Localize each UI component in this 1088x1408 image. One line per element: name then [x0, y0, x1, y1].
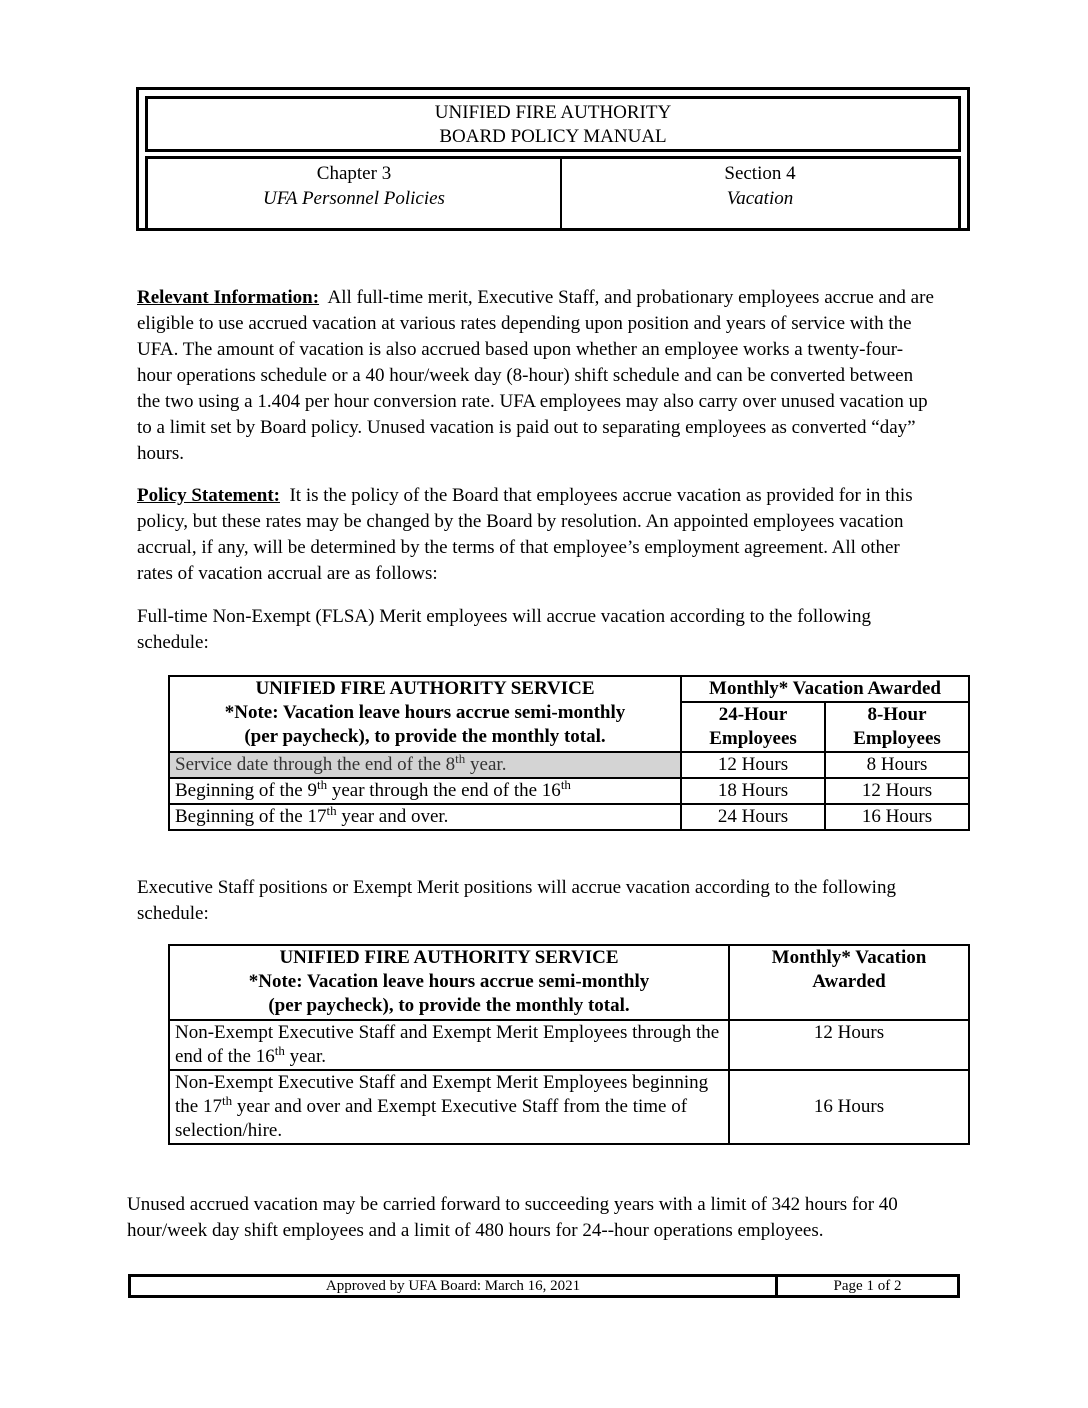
service-header-title: UNIFIED FIRE AUTHORITY SERVICE: [255, 678, 595, 699]
approval-date: Approved by UFA Board: March 16, 2021: [131, 1277, 778, 1295]
table1-intro: Full-time Non-Exempt (FLSA) Merit employees will accrue vacation according to the following schedule:: [137, 606, 871, 653]
exempt-vacation-table: [168, 944, 970, 1145]
org-name: UNIFIED FIRE AUTHORITY: [434, 102, 672, 123]
service-cell: Service date through the end of the 8th year.: [169, 752, 681, 778]
hours-24-cell: 24 Hours: [681, 804, 825, 830]
section-cell: [562, 159, 958, 228]
chapter-section-box: [145, 156, 961, 228]
chapter-title: UFA Personnel Policies: [263, 188, 445, 209]
policy-statement-paragraph: [137, 483, 937, 587]
service-header-note-line2: (per paycheck), to provide the monthly total.: [244, 726, 606, 747]
manual-title-box: [145, 96, 961, 152]
col-8-hour-header: 8-Hour Employees: [825, 702, 969, 752]
service-header-title: UNIFIED FIRE AUTHORITY SERVICE: [279, 947, 619, 968]
monthly-awarded-header-text: Monthly* Vacation Awarded: [771, 947, 927, 992]
table-row: [169, 1020, 969, 1070]
monthly-awarded-header: Monthly* Vacation Awarded: [681, 676, 969, 702]
section-title: Vacation: [726, 188, 794, 209]
page-footer: [128, 1274, 960, 1298]
non-exempt-vacation-table: [168, 675, 970, 831]
table-row: [169, 778, 969, 804]
chapter-cell: [148, 159, 562, 228]
manual-name: BOARD POLICY MANUAL: [439, 126, 667, 147]
section-number: Section 4: [724, 163, 796, 184]
service-cell: Non-Exempt Executive Staff and Exempt Merit Employees beginning the 17th year and over and Exempt Executive Staff from the time of selection/hire.: [169, 1070, 729, 1144]
hours-cell: 16 Hours: [729, 1070, 969, 1144]
service-cell: Beginning of the 9th year through the end of the 16th: [169, 778, 681, 804]
table-row: [169, 752, 969, 778]
col-24-hour-header: 24-Hour Employees: [681, 702, 825, 752]
table-row: [169, 1070, 969, 1144]
hours-8-cell: 8 Hours: [825, 752, 969, 778]
relevant-information-text: All full-time merit, Executive Staff, and probationary employees accrue and are eligible to use accrued vacation at various rates depending upon position and years of service with the UFA. The amount of vacation is also accrued based upon whether an employee works a twenty-four-hour operations schedule or a 40 hour/week day (8-hour) shift schedule and can be converted between the two using a 1.404 per hour conversion rate. UFA employees may also carry over unused vacation up to a limit set by Board policy. Unused vacation is paid out to separating employees as converted “day” hours.: [137, 287, 934, 464]
policy-statement-text: It is the policy of the Board that employees accrue vacation as provided for in this policy, but these rates may be changed by the Board by resolution. An appointed employees vacation accrual, if any, will be determined by the terms of that employee’s employment agreement. All other rates of vacation accrual are as follows:: [137, 485, 913, 584]
hours-8-cell: 16 Hours: [825, 804, 969, 830]
service-header: [169, 676, 681, 752]
policy-statement-label: Policy Statement:: [137, 485, 280, 506]
hours-8-cell: 12 Hours: [825, 778, 969, 804]
service-header-note-line1: *Note: Vacation leave hours accrue semi-monthly: [248, 971, 650, 992]
relevant-information-paragraph: [137, 285, 937, 467]
relevant-information-label: Relevant Information:: [137, 287, 320, 308]
carryover-paragraph: Unused accrued vacation may be carried forward to succeeding years with a limit of 342 hours for 40 hour/week day shift employees and a limit of 480 hours for 24--hour operations employees.: [127, 1194, 898, 1241]
policy-header: [136, 87, 970, 231]
hours-24-cell: 18 Hours: [681, 778, 825, 804]
service-header-note-line2: (per paycheck), to provide the monthly total.: [268, 995, 630, 1016]
service-header-note-line1: *Note: Vacation leave hours accrue semi-monthly: [224, 702, 626, 723]
table-row: [169, 804, 969, 830]
service-cell: Beginning of the 17th year and over.: [169, 804, 681, 830]
hours-24-cell: 12 Hours: [681, 752, 825, 778]
table2-intro: Executive Staff positions or Exempt Merit positions will accrue vacation according to the following schedule:: [137, 877, 896, 924]
monthly-awarded-header: [729, 945, 969, 1020]
chapter-number: Chapter 3: [316, 163, 392, 184]
service-cell: Non-Exempt Executive Staff and Exempt Merit Employees through the end of the 16th year.: [169, 1020, 729, 1070]
page-number: Page 1 of 2: [833, 1278, 902, 1294]
hours-cell: 12 Hours: [729, 1020, 969, 1070]
service-header: [169, 945, 729, 1020]
